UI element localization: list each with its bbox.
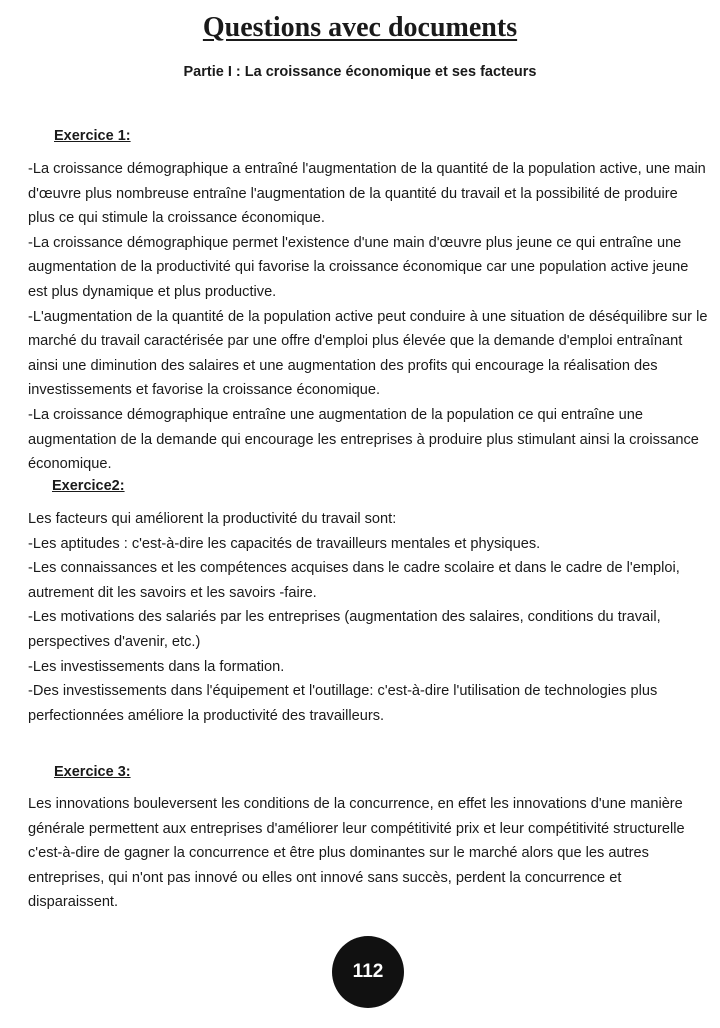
exercise-1-paragraph: -La croissance démographique a entraîné l'augmentation de la quantité de la population active, une main d'œuvre plus nombreuse entraîne l'augmentation de la quantité du travail et la possibilité de produire plus ce qui stimule la croissance économique. <box>28 161 706 227</box>
exercise-1-paragraph: -La croissance démographique permet l'existence d'une main d'œuvre plus jeune ce qui entraîne une augmentation de la productivité qui favorise la croissance économique car une population active jeune est plus dynamique et plus productive. <box>28 234 689 300</box>
exercise-3-heading: Exercice 3: <box>54 764 131 780</box>
section-subtitle: Partie I : La croissance économique et ses facteurs <box>183 64 537 80</box>
exercise-1-body <box>28 157 708 477</box>
page-number-badge <box>332 936 404 1008</box>
exercise-3-body <box>28 792 708 915</box>
exercise-2-paragraph: -Les investissements dans la formation. <box>28 658 285 675</box>
page-title: Questions avec documents <box>202 12 518 43</box>
exercise-3-paragraph: Les innovations bouleversent les conditions de la concurrence, en effet les innovations d'une manière générale permettent aux entreprises d'améliorer leur compétitivité prix et leur compétitivité structurelle c'est-à-dire de gagner la concurrence et être plus dominantes sur le marché alors que les autres entreprises, qui n'ont pas innové ou elles ont innové sans succès, perdent la concurrence et disparaissent. <box>28 796 685 911</box>
exercise-1-paragraph: -La croissance démographique entraîne une augmentation de la population ce qui entraîne une augmentation de la demande qui encourage les entreprises à produire plus stimulant ainsi la croissance économique. <box>28 406 699 473</box>
exercise-2-paragraph: -Les motivations des salariés par les entreprises (augmentation des salaires, conditions du travail, perspectives d'avenir, etc.) <box>28 609 661 650</box>
exercise-2-paragraph: -Les connaissances et les compétences acquises dans le cadre scolaire et dans le cadre de l'emploi, autrement dit les savoirs et les savoirs -faire. <box>28 560 680 601</box>
exercise-2-paragraph: Les facteurs qui améliorent la productivité du travail sont: <box>28 511 397 527</box>
exercise-2-body <box>28 507 708 728</box>
exercise-1-heading: Exercice 1: <box>54 128 131 144</box>
exercise-2-paragraph: -Les aptitudes : c'est-à-dire les capacités de travailleurs mentales et physiques. <box>28 535 541 552</box>
exercise-1-paragraph: -L'augmentation de la quantité de la population active peut conduire à une situation de déséquilibre sur le marché du travail caractérisée par une offre d'emploi plus élevée que la demande d'emploi entraînant ainsi une diminution des salaires et une augmentation des profits qui encourage la réalisation des investissements et favorise la croissance économique. <box>28 308 708 399</box>
exercise-2-paragraph: -Des investissements dans l'équipement et l'outillage: c'est-à-dire l'utilisation de technologies plus perfectionnées améliore la productivité des travailleurs. <box>28 683 658 724</box>
exercise-2-heading: Exercice2: <box>52 478 125 494</box>
page-number: 112 <box>352 961 384 982</box>
